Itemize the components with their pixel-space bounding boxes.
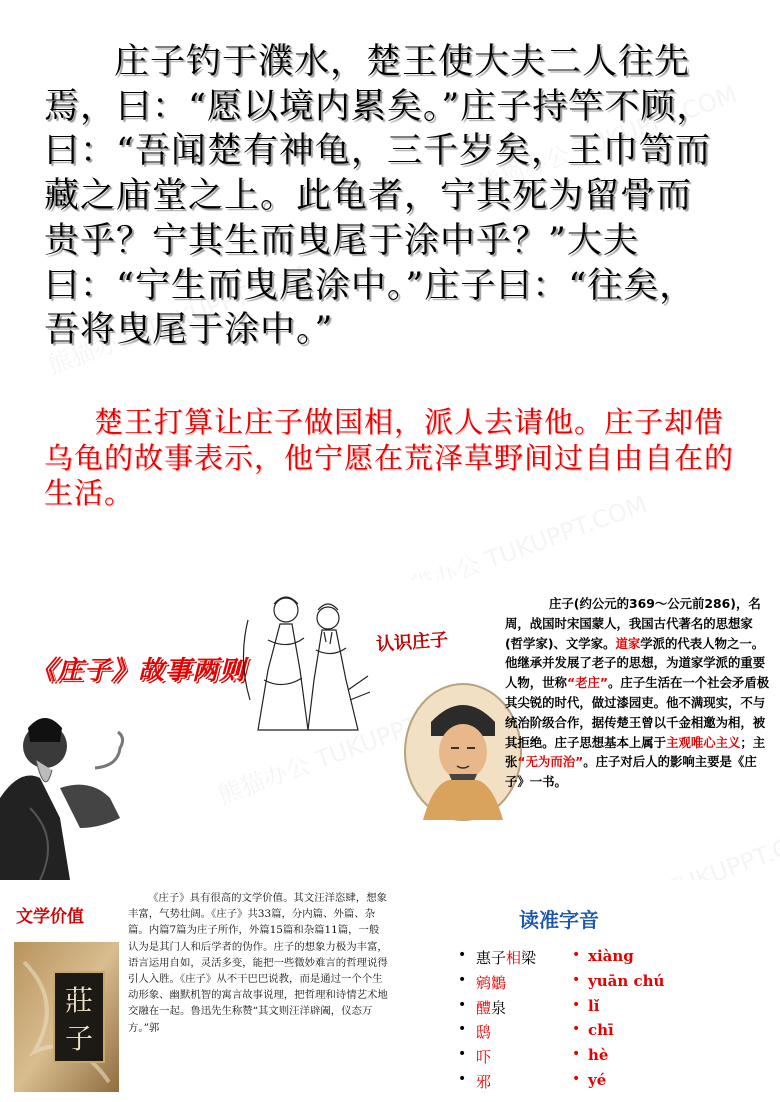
intro-slide — [0, 580, 780, 880]
bullet-icon: • — [572, 971, 581, 988]
word: 邪 — [476, 1072, 492, 1091]
literature-text: 《庄子》具有很高的文学价值。其文汪洋恣肆，想象丰富，气势壮阔。《庄子》共33篇，分内篇、外篇、杂篇。内篇7篇为庄子所作，外篇15篇和杂篇11篇，一般认为是其门人和后学者的伪作。庄子的想象力极为丰富，语言运用自如，灵活多变，能把一些微妙难言的哲理说得引人入胜。《庄子》从不干巴巴说教，而是通过一个个生动形象、幽默机智的寓言故事说理，把哲理和诗情艺术地交融在一起。鲁迅先生称赞“其文则汪洋辟阖，仪态万方。”郭 — [128, 892, 388, 1034]
word: 醴泉 — [476, 998, 507, 1017]
pronunciation-title: 读准字音 — [519, 908, 599, 932]
pronunciation-row — [458, 1069, 758, 1094]
bullet-icon: • — [458, 947, 467, 963]
pronunciation-row — [458, 970, 758, 995]
book-cover-image — [14, 942, 119, 1092]
pronunciation-row — [458, 1044, 758, 1069]
pronunciation-row — [458, 945, 758, 970]
bullet-icon: • — [572, 996, 581, 1013]
word: 吓 — [476, 1048, 492, 1067]
bullet-icon: • — [458, 1021, 467, 1038]
pinyin: xiàng — [588, 947, 634, 965]
bio-highlight: “无为而治” — [517, 754, 584, 770]
pronunciation-list — [458, 945, 758, 1094]
bullet-icon: • — [458, 1070, 467, 1087]
bullet-icon: • — [572, 1021, 581, 1038]
svg-text:子: 子 — [64, 1022, 94, 1055]
bio-text: 。庄子对后人的影响主要是《庄子》一书。 — [505, 754, 757, 790]
word: 鹓鶵 — [476, 973, 507, 992]
pinyin: hè — [588, 1046, 609, 1065]
bio-highlight: “老庄” — [566, 675, 609, 691]
section-label: 认识庄子 — [375, 629, 449, 656]
pinyin: yé — [588, 1070, 607, 1089]
slide-title: 《庄子》故事两则 — [30, 656, 247, 686]
scholars-illustration — [228, 580, 378, 740]
bio-text: ；主张 — [505, 734, 766, 770]
literature-slide — [0, 880, 780, 1102]
pinyin: yuān chú — [588, 971, 665, 990]
pronunciation-row — [458, 1019, 758, 1044]
svg-text:莊: 莊 — [64, 984, 94, 1017]
bullet-icon: • — [458, 971, 467, 988]
bio-text: 。庄子生活在一个社会矛盾极其尖锐的时代，做过漆园吏。他不满现实，不与统治阶级合作，据传楚王曾以千金相邀为相，被其拒绝。庄子思想基本上属于 — [505, 675, 770, 750]
literature-label: 文学价值 — [16, 907, 84, 927]
watermark — [562, 814, 780, 880]
story-paragraph: 庄子钓于濮水，楚王使大夫二人往先焉，曰：“愿以境内累矣。”庄子持竿不顾，曰：“吾闻楚有神龟，三千岁矣，王巾笥而藏之庙堂之上。此龟者，宁其死为留骨而贵乎？宁其生而曳尾于涂中乎？”大夫曰：“宁生而曳尾涂中。”庄子曰：“往矣，吾将曳尾于涂中。” — [44, 42, 713, 351]
bio-highlight: 道家 — [615, 635, 641, 651]
zhuangzi-bio — [505, 594, 770, 792]
word: 惠子相梁 — [476, 949, 537, 967]
bullet-icon: • — [572, 947, 581, 963]
bullet-icon: • — [572, 1070, 581, 1087]
pronunciation-row — [458, 995, 758, 1020]
bio-text: 学派的代表人物之一。他继承并发展了老子的思想，为道家学派的重要人物，世称 — [505, 635, 766, 691]
pinyin: chī — [588, 1021, 614, 1040]
bio-text: 庄子(约公元的369～公元前286)，名周，战国时宋国蒙人，我国古代著名的思想家(哲学家)、文学家。 — [505, 596, 761, 651]
sage-illustration — [0, 708, 150, 880]
bullet-icon: • — [458, 996, 467, 1013]
bio-highlight: 主观唯心主义 — [666, 734, 741, 750]
story-explanation: 楚王打算让庄子做国相，派人去请他。庄子却借乌龟的故事表示，他宁愿在荒泽草野间过自由自在的生活。 — [44, 405, 735, 510]
word: 鸱 — [476, 1023, 492, 1042]
pinyin: lǐ — [588, 996, 600, 1015]
bullet-icon: • — [572, 1046, 581, 1063]
bullet-icon: • — [458, 1046, 467, 1063]
